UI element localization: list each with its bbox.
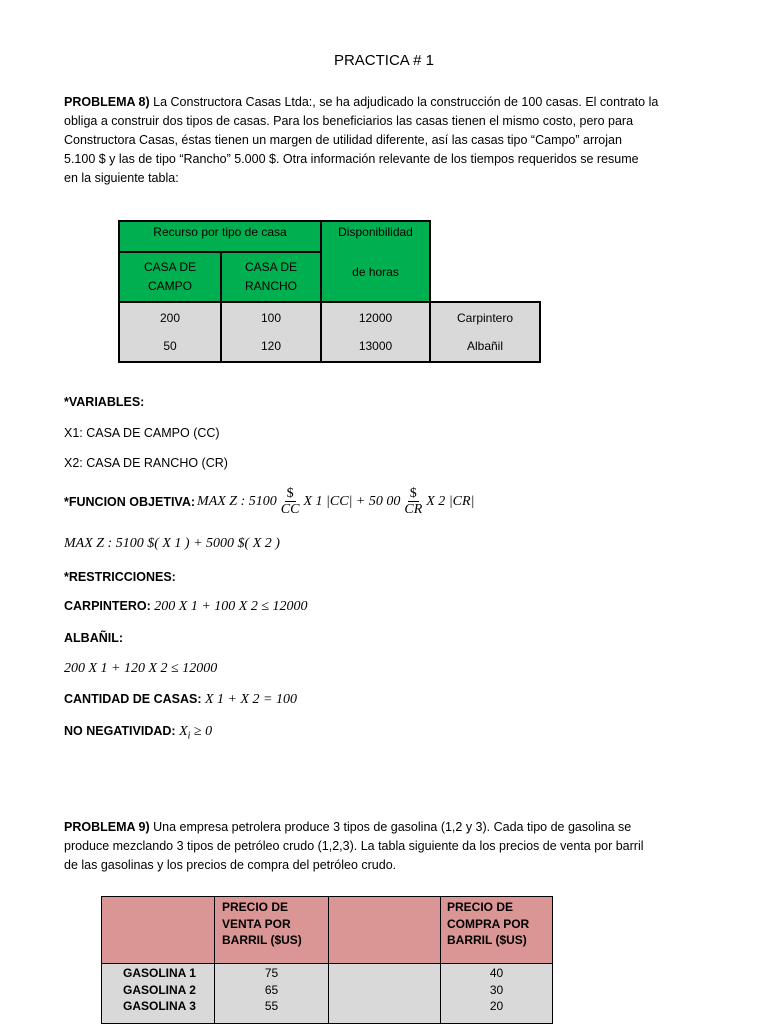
- header-campo-cell: CASA DE CAMPO: [118, 251, 222, 303]
- variables-heading: *VARIABLES:: [64, 395, 145, 409]
- restriction-albanil-label: ALBAÑIL:: [64, 631, 124, 645]
- resource-names-cell: Carpintero Albañil: [429, 301, 541, 363]
- fraction-cc: $\frac{\$}{CC}$: [280, 486, 300, 517]
- header-venta-cell: PRECIO DE VENTA POR BARRIL ($US): [214, 896, 329, 964]
- empty-values-cell: [328, 963, 441, 1024]
- restrictions-heading: *RESTRICCIONES:: [64, 570, 176, 584]
- problem8-paragraph: [64, 93, 667, 188]
- gasolina-names-cell: GASOLINA 1 GASOLINA 2 GASOLINA 3: [101, 963, 215, 1024]
- objective-coef2: 50 00: [368, 493, 401, 509]
- objective-var2: CR: [452, 493, 471, 509]
- variable-x2: X2: CASA DE RANCHO (CR): [64, 456, 228, 470]
- compra-values-cell: 40 30 20: [440, 963, 553, 1024]
- objective-maxz: MAX Z: [197, 493, 238, 509]
- objective-label: *FUNCION OBJETIVA:: [64, 494, 196, 509]
- campo-values-cell: 200 50: [118, 301, 222, 363]
- problem8-line-4: 5.100 $ y las de tipo “Rancho” 5.000 $. Otra información relevante de los tiempos requeridos se resume: [64, 152, 639, 166]
- restriction-carpintero: CARPINTERO: 200 X 1 + 100 X 2 ≤ 12000: [64, 599, 308, 614]
- problem9-label: PROBLEMA 9): [64, 820, 150, 834]
- problem8-line-2: obliga a construir dos tipos de casas. Para los beneficiarios las casas tienen el mismo costo, pero para: [64, 114, 634, 128]
- header-group-cell: Recurso por tipo de casa: [118, 220, 322, 253]
- hours-values-cell: 12000 13000: [320, 301, 431, 363]
- header-empty-cell: [101, 896, 215, 964]
- variable-x1: X1: CASA DE CAMPO (CC): [64, 426, 220, 440]
- objective-term2: X 2: [426, 493, 446, 509]
- problem9-line-2: produce mezclando 3 tipos de petróleo crudo (1,2,3). La tabla siguiente da los precios de venta por barril: [64, 839, 644, 853]
- objective-coef1: 5100: [248, 493, 277, 509]
- problem8-label: PROBLEMA 8): [64, 95, 150, 109]
- header-availability-cell: Disponibilidad de horas: [320, 220, 431, 303]
- problem8-line-3: Constructora Casas, éstas tienen un margen de utilidad diferente, así las casas tipo “Campo” arrojan: [64, 133, 622, 147]
- restriction-albanil-equation: 200 X 1 + 120 X 2 ≤ 12000: [64, 661, 218, 676]
- rancho-values-cell: 100 120: [220, 301, 322, 363]
- objective-function: *FUNCION OBJETIVA: MAX Z : 5100 $\frac{\$}{CC}$ X 1 | CC | + 50 00 $\frac{\$}{CR}$ X 2 | CR |: [64, 486, 475, 517]
- fraction-cr: $\frac{\$}{CR}$: [404, 486, 423, 517]
- problem8-line-1: PROBLEMA 8) La Constructora Casas Ltda:, se ha adjudicado la construcción de 100 casas. El contrato la: [64, 95, 659, 109]
- objective-term1: X 1: [303, 493, 323, 509]
- header-empty-cell-2: [328, 896, 441, 964]
- page-title: PRACTICA # 1: [333, 52, 435, 69]
- objective-var1: CC: [329, 493, 349, 509]
- problem9-line-1: PROBLEMA 9) Una empresa petrolera produce 3 tipos de gasolina (1,2 y 3). Cada tipo de gasolina se: [64, 820, 632, 834]
- venta-values-cell: 75 65 55: [214, 963, 329, 1024]
- problem8-line-5: en la siguiente tabla:: [64, 171, 179, 185]
- header-rancho-cell: CASA DE RANCHO: [220, 251, 322, 303]
- restriction-no-negatividad: NO NEGATIVIDAD: $X_i \ge 0$: [64, 724, 213, 742]
- problem9-line-3: de las gasolinas y los precios de compra del petróleo crudo.: [64, 858, 397, 872]
- objective-simplified: MAX Z : 5100 $( X 1 ) + 5000 $( X 2 ): [64, 536, 280, 551]
- header-compra-cell: PRECIO DE COMPRA POR BARRIL ($US): [440, 896, 553, 964]
- restriction-cantidad: CANTIDAD DE CASAS: X 1 + X 2 = 100: [64, 692, 297, 707]
- problem9-paragraph: [64, 818, 667, 875]
